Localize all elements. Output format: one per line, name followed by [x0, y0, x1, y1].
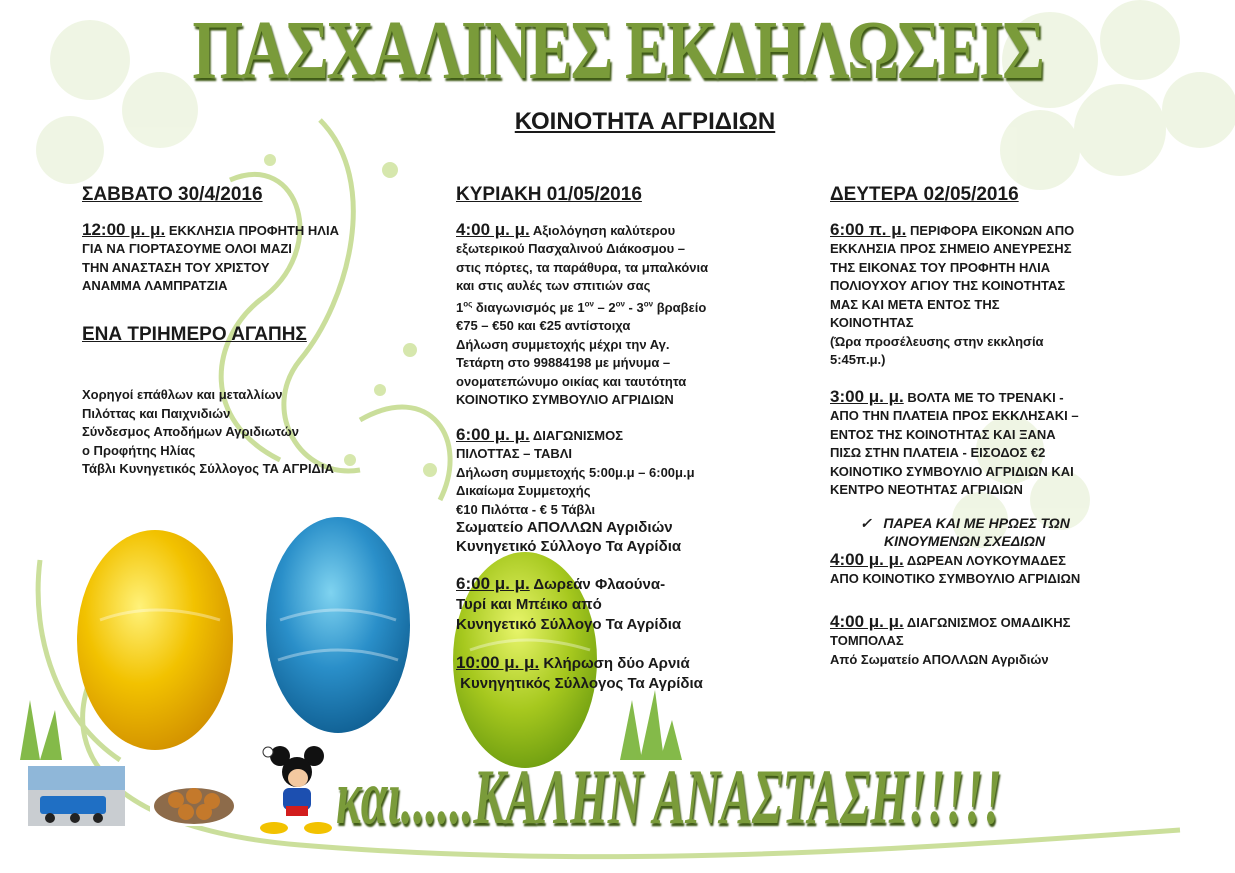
event-line: Σωματείο ΑΠΟΛΛΩΝ Αγριδιών — [456, 519, 673, 537]
event-line: Δήλωση συμμετοχής 5:00μ.μ – 6:00μ.μ — [456, 464, 695, 480]
event-line: (Ώρα προσέλευσης στην εκκλησία — [830, 333, 1044, 349]
event-time: 4:00 μ. μ. — [830, 549, 904, 569]
event-line: ΒΟΛΤΑ ΜΕ ΤΟ ΤΡΕΝΑΚΙ - — [907, 389, 1064, 405]
event-time: 3:00 μ. μ. — [830, 386, 904, 406]
sponsor-line: Σύνδεσμος Αποδήμων Αγριδιωτών — [82, 424, 299, 439]
event-line: ΠΕΡΙΦΟΡΑ ΕΙΚΟΝΩΝ ΑΠΟ — [909, 222, 1075, 238]
event-line: Αξιολόγηση καλύτερου — [532, 222, 676, 238]
easter-greeting: και......ΚΑΛΗΝ ΑΝΑΣΤΑΣΗ!!!!! — [336, 753, 1003, 840]
sponsor-line: Χορηγοί επάθλων και μεταλλίων — [82, 387, 283, 402]
event-line: ΚΕΝΤΡΟ ΝΕΟΤΗΤΑΣ ΑΓΡΙΔΙΩΝ — [830, 482, 1023, 497]
event-line: €10 Πιλόττα - € 5 Τάβλι — [456, 501, 596, 517]
loukoumades-photo — [150, 782, 238, 826]
event-time: 6:00 π. μ. — [830, 219, 907, 239]
event-line: 5:45π.μ.) — [830, 352, 886, 367]
three-day-heading: ΕΝΑ ΤΡΙΗΜΕΡΟ ΑΓΑΠΗΣ — [82, 323, 307, 345]
event-line: Τετάρτη στο 99884198 με μήνυμα – — [456, 355, 671, 371]
event-line: ΕΚΚΛΗΣΙΑ ΠΡΟΦΗΤΗ ΗΛΙΑ — [168, 222, 339, 238]
blue-egg — [266, 517, 410, 733]
sponsor-line: ο Προφήτης Ηλίας — [82, 442, 196, 458]
saturday-time: 12:00 μ. μ. — [82, 219, 166, 239]
event-line: ΤΗΝ ΑΝΑΣΤΑΣΗ ΤΟΥ ΧΡΙΣΤΟΥ — [82, 259, 270, 275]
event-line: €75 – €50 και €25 αντίστοιχα — [456, 318, 631, 334]
event-line: εξωτερικού Πασχαλινού Διάκοσμου – — [456, 241, 686, 256]
event-line: ΠΙΣΩ ΣΤΗΝ ΠΛΑΤΕΙΑ - ΕΙΣΟΔΟΣ €2 — [830, 445, 1046, 460]
event-line: Δήλωση συμμετοχής μέχρι την Αγ. — [456, 336, 670, 352]
event-line: ΔΩΡΕΑΝ ΛΟΥΚΟΥΜΑΔΕΣ — [906, 552, 1066, 568]
sunday-column — [456, 186, 786, 694]
page-title: ΠΑΣΧΑΛΙΝΕΣ ΕΚΔΗΛΩΣΕΙΣ — [192, 4, 1043, 97]
monday-heading: ΔΕΥΤΕΡΑ 02/05/2016 — [830, 184, 1019, 205]
event-line: ΚΟΙΝΟΤΗΤΑΣ — [830, 315, 914, 330]
event-line: ΕΝΤΟΣ ΤΗΣ ΚΟΙΝΟΤΗΤΑΣ ΚΑΙ ΞΑΝΑ — [830, 426, 1056, 442]
event-line: Από Σωματείο ΑΠΟΛΛΩΝ Αγριδιών — [830, 651, 1049, 667]
event-line: και στις αυλές των σπιτιών σας — [456, 278, 651, 293]
prize-line: $1^{o\varsigma}$ διαγωνισμός με $1^{o\nu} - 2^{o\nu} - 3^{o\nu}$ βραβείο — [456, 299, 707, 315]
event-line: Δικαίωμα Συμμετοχής — [456, 483, 591, 499]
event-line: ΓΙΑ ΝΑ ΓΙΟΡΤΑΣΟΥΜΕ ΟΛΟΙ ΜΑΖΙ — [82, 241, 292, 256]
event-line: ΤΗΣ ΕΙΚΟΝΑΣ ΤΟΥ ΠΡΟΦΗΤΗ ΗΛΙΑ — [830, 259, 1051, 275]
event-line: στις πόρτες, τα παράθυρα, τα μπαλκόνια — [456, 259, 709, 275]
event-line: Κυνηγητικός Σύλλογος Τα Αγρίδια — [456, 675, 703, 693]
event-time: 4:00 μ. μ. — [830, 611, 904, 631]
event-line: ονοματεπώνυμο οικίας και ταυτότητα — [456, 373, 687, 389]
event-line: Κλήρωση δύο Αρνιά — [543, 655, 690, 673]
event-line: ΑΠΟ ΤΗΝ ΠΛΑΤΕΙΑ ΠΡΟΣ ΕΚΚΛΗΣΑΚΙ – — [830, 408, 1079, 423]
event-line: ΚΟΙΝΟΤΙΚΟ ΣΥΜΒΟΥΛΙΟ ΑΓΡΙΔΙΩΝ — [456, 392, 674, 408]
event-line: ΔΙΑΓΩΝΙΣΜΟΣ ΟΜΑΔΙΚΗΣ — [906, 614, 1071, 630]
event-time: 10:00 μ. μ. — [456, 653, 540, 673]
event-line: ΕΚΚΛΗΣΙΑ ΠΡΟΣ ΣΗΜΕΙΟ ΑΝΕΥΡΕΣΗΣ — [830, 241, 1072, 256]
event-line: Κυνηγετικό Σύλλογο Τα Αγρίδια — [456, 537, 682, 555]
event-line: Τυρί και Μπέικο από — [456, 596, 602, 614]
event-line: Κυνηγετικό Σύλλογο Τα Αγρίδια — [456, 616, 682, 634]
event-line: ΠΟΛΙΟΥΧΟΥ ΑΓΙΟΥ ΤΗΣ ΚΟΙΝΟΤΗΤΑΣ — [830, 278, 1066, 293]
checkmark-icon: ✓ — [860, 514, 872, 531]
monday-column — [830, 186, 1190, 669]
sponsor-line: Πιλόττας και Παιχνιδιών — [82, 405, 231, 421]
train-photo — [28, 766, 125, 826]
event-line: ΠΙΛΟΤΤΑΣ – ΤΑΒΛΙ — [456, 446, 573, 462]
event-line: ΑΠΟ ΚΟΙΝΟΤΙΚΟ ΣΥΜΒΟΥΛΙΟ ΑΓΡΙΔΙΩΝ — [830, 571, 1081, 586]
event-time: 4:00 μ. μ. — [456, 219, 530, 239]
event-line: ΤΟΜΠΟΛΑΣ — [830, 633, 904, 648]
event-time: 6:00 μ. μ. — [456, 574, 530, 594]
event-line: Δωρεάν Φλαούνα- — [533, 576, 666, 594]
check-line: ΚΙΝΟΥΜΕΝΩΝ ΣΧΕΔΙΩΝ — [884, 533, 1046, 549]
event-line: ΜΑΣ ΚΑΙ ΜΕΤΑ ΕΝΤΟΣ ΤΗΣ — [830, 296, 1000, 312]
sponsor-line: Τάβλι Κυνηγετικός Σύλλογος ΤΑ ΑΓΡΙΔΙΑ — [82, 461, 334, 476]
yellow-egg — [77, 530, 233, 750]
sunday-heading: ΚΥΡΙΑΚΗ 01/05/2016 — [456, 184, 642, 205]
saturday-heading: ΣΑΒΒΑΤΟ 30/4/2016 — [82, 184, 263, 205]
event-line: ΚΟΙΝΟΤΙΚΟ ΣΥΜΒΟΥΛΙΟ ΑΓΡΙΔΙΩΝ ΚΑΙ — [830, 463, 1074, 479]
check-line: ΠΑΡΕΑ ΚΑΙ ΜΕ ΗΡΩΕΣ ΤΩΝ — [883, 514, 1070, 531]
event-line: ΔΙΑΓΩΝΙΣΜΟΣ — [532, 427, 623, 443]
event-line: ΑΝΑΜΜΑ ΛΑΜΠΡΑΤΖΙΑ — [82, 278, 228, 293]
saturday-column — [82, 186, 422, 479]
event-time: 6:00 μ. μ. — [456, 424, 530, 444]
community-subtitle: ΚΟΙΝΟΤΗΤΑ ΑΓΡΙΔΙΩΝ — [514, 108, 776, 135]
mickey-mouse-picture — [260, 746, 332, 834]
